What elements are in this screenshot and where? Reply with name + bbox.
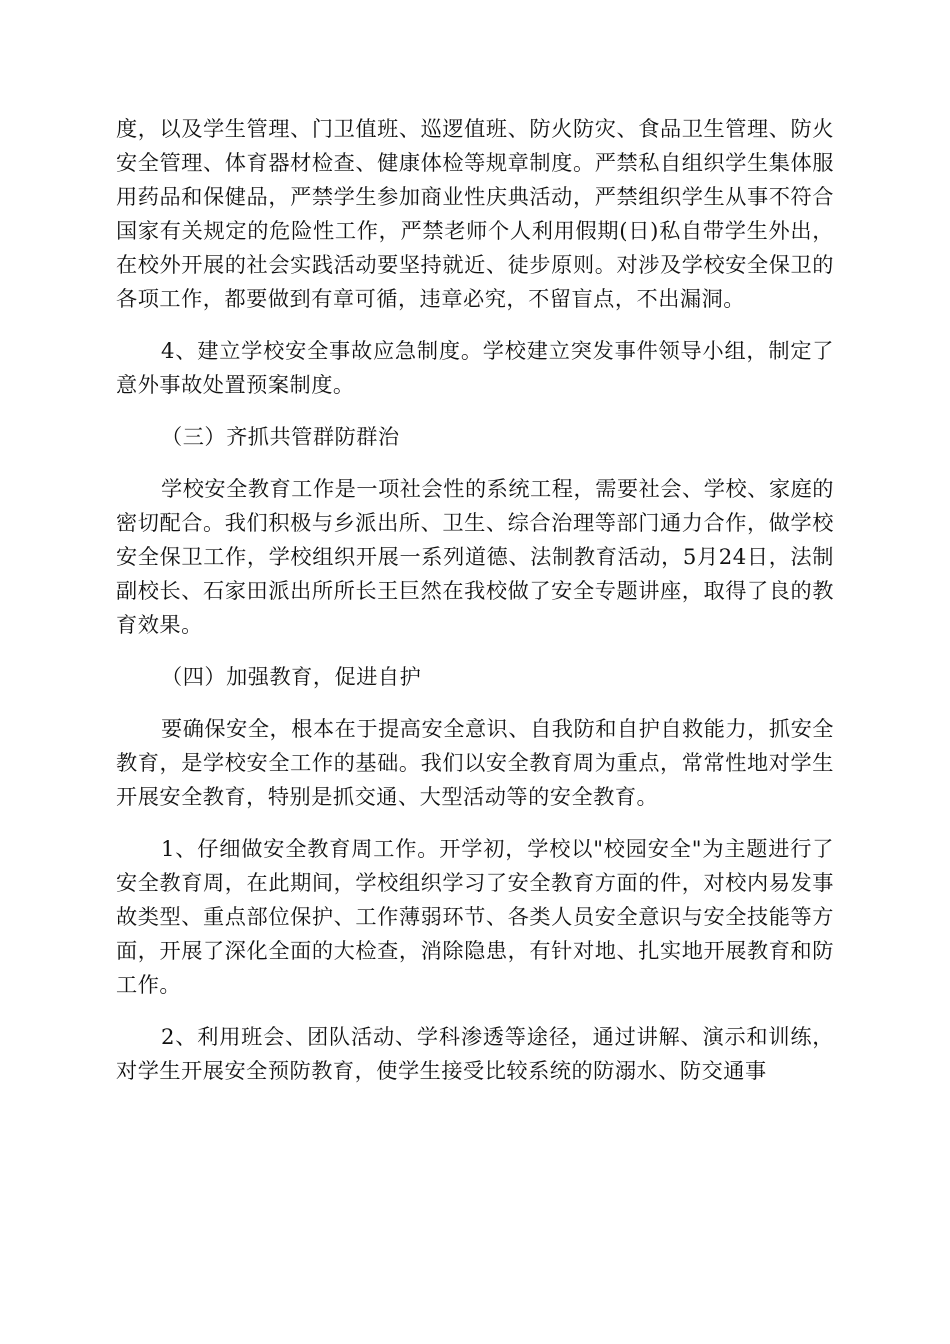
- paragraph-safety-education: 要确保安全，根本在于提高安全意识、自我防和自护自救能力，抓安全教育，是学校安全工作的基础。我们以安全教育周为重点，常常性地对学生开展安全教育，特别是抓交通、大型活动等的安全教育。: [116, 716, 834, 809]
- document-body: [116, 112, 834, 1106]
- paragraph-emergency-system: 4、建立学校安全事故应急制度。学校建立突发事件领导小组，制定了意外事故处置预案制度。: [116, 338, 834, 397]
- paragraph-education-week: 1、仔细做安全教育周工作。开学初，学校以"校园安全"为主题进行了安全教育周，在此期间，学校组织学习了安全教育方面的件，对校内易发事故类型、重点部位保护、工作薄弱环节、各类人员安全意识与安全技能等方面，开展了深化全面的大检查，消除隐患，有针对地、扎实地开展教育和防工作。: [116, 836, 834, 997]
- paragraph-cooperation: 学校安全教育工作是一项社会性的系统工程，需要社会、学校、家庭的密切配合。我们积极与乡派出所、卫生、综合治理等部门通力合作，做学校安全保卫工作，学校组织开展一系列道德、法制教育活动，5月24日，法制副校长、石家田派出所所长王巨然在我校做了安全专题讲座，取得了良的教育效果。: [116, 476, 834, 637]
- section-heading-three: （三）齐抓共管群防群治: [161, 424, 400, 449]
- section-heading-four: （四）加强教育，促进自护: [161, 664, 422, 689]
- paragraph-regulations: 度，以及学生管理、门卫值班、巡逻值班、防火防灾、食品卫生管理、防火安全管理、体育器材检查、健康体检等规章制度。严禁私自组织学生集体服用药品和保健品，严禁学生参加商业性庆典活动，严禁组织学生从事不符合国家有关规定的危险性工作，严禁老师个人利用假期(日)私自带学生外出，在校外开展的社会实践活动要坚持就近、徒步原则。对涉及学校安全保卫的各项工作，都要做到有章可循，违章必究，不留盲点，不出漏洞。: [116, 116, 834, 311]
- paragraph-class-activities: 2、利用班会、团队活动、学科渗透等途径，通过讲解、演示和训练，对学生开展安全预防教育，使学生接受比较系统的防溺水、防交通事: [116, 1024, 834, 1083]
